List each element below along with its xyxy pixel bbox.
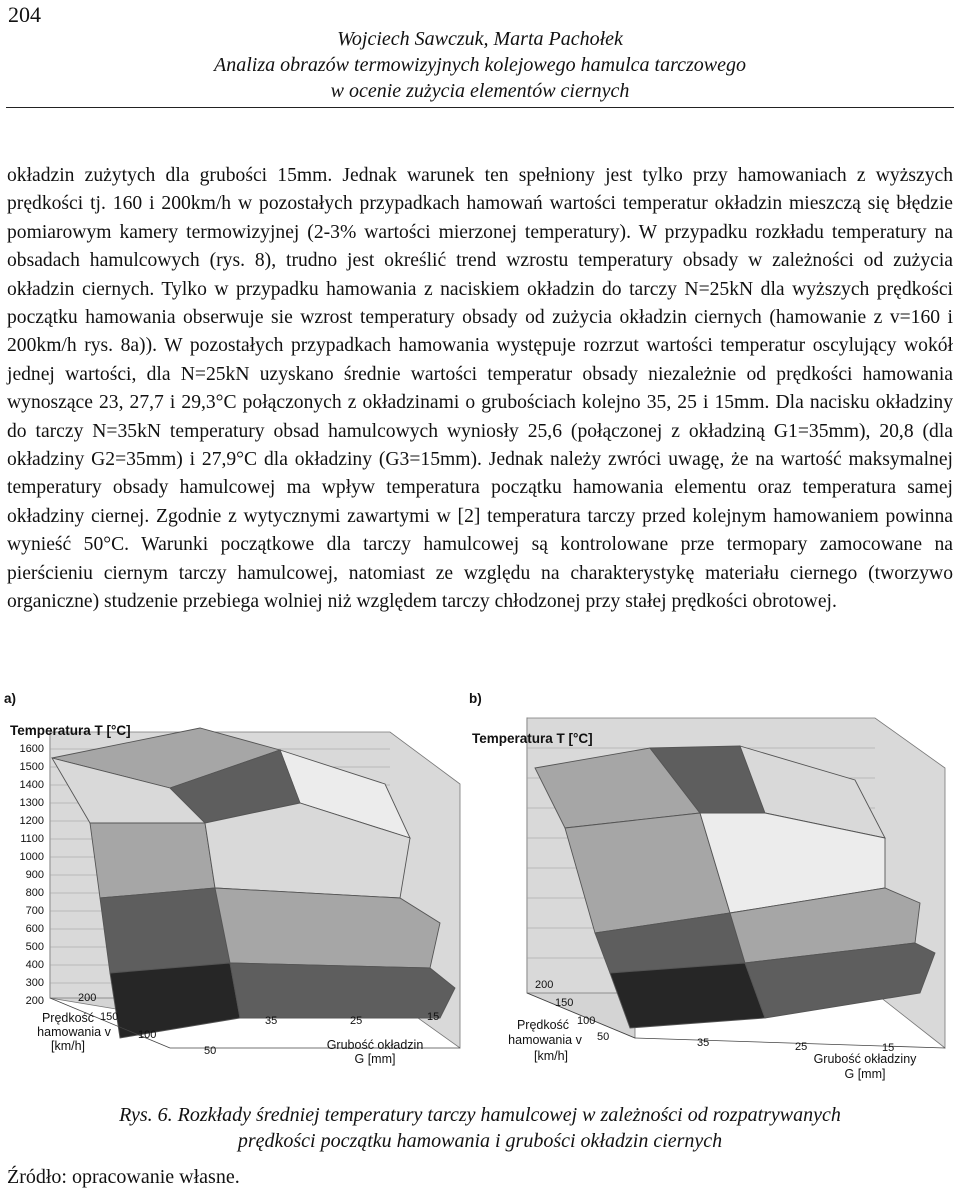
- figure-caption: Rys. 6. Rozkłady średniej temperatury tarczy hamulcowej w zależności od rozpatrywanych: [119, 1104, 841, 1126]
- surface-band-dark: [230, 963, 455, 1018]
- panel-label-b: b): [469, 691, 482, 706]
- z-tick: 900: [25, 869, 44, 881]
- z-tick: 1300: [19, 797, 44, 809]
- thickness-label-line: Grubość okładzin: [326, 1038, 424, 1052]
- thickness-tick: 25: [795, 1041, 808, 1053]
- body-paragraph-text: okładzin zużytych dla grubości 15mm. Jednak warunek ten spełniony jest tylko przy hamowaniach z wyższych prędkości tj. 160 i 200km/h w pozostałych przypadkach hamowań wartości temperatur okładzin mieszczą się błędzie pomiarowym kamery termowizyjnej (2-3% wartości mierzonej temperatury). W przypadku rozkładu temperatury na obsadach hamulcowych (rys. 8), trudno jest określić trend wzrostu temperatury obsady w zależności od zużycia okładzin ciernych. Tylko w przypadku hamowania z naciskiem okładzin do tarczy N=25kN dla wyższych prędkości początku hamowania obserwuje sie wzrost temperatury obsady od zużycia okładzin ciernych (hamowanie z v=160 i 200km/h rys. 8a)). W pozostałych przypadkach hamowania występuje rozrzut wartości temperatur oscylujący wokół jednej wartości, dla N=25kN uzyskano średnie wartości temperatur obsady niezależnie od prędkości hamowania wynoszące 23, 27,7 i 29,3°C połączonych z okładzinami o grubościach kolejno 35, 25 i 15mm. Dla nacisku okładziny do tarczy N=35kN temperatury obsad hamulcowych wyniosły 25,6 (połączonej z okładziną G1=35mm), 20,8 (dla okładziny G2=35mm) i 27,9°C dla okładziny (G3=15mm). Jednak należy zwróci uwagę, że na wartość maksymalnej temperatury obsady hamulcowej ma wpływ temperatura początku hamowania elementu oraz temperatura samej okładziny ciernej. Zgodnie z wytycznymi zawartymi w [2] temperatura tarczy przed kolejnym hamowaniem powinna wynieść 50°C. Warunki początkowe dla tarczy hamulcowej są kontrolowane prze termopary zamocowane na pierścieniu ciernym tarczy hamulcowej, natomiast ze względu na charakterystykę materiału ciernego (tworzywo organiczne) studzenie przebiega wolniej niż względem tarczy chłodzonej przy stałej prędkości obrotowej.: [7, 165, 953, 613]
- z-tick: 1200: [19, 815, 44, 827]
- thickness-tick: 35: [265, 1015, 278, 1027]
- z-tick: 1600: [19, 743, 44, 755]
- panel-label-a: a): [4, 691, 17, 706]
- figure-caption-cont: prędkości początku hamowania i grubości okładzin ciernych: [237, 1130, 723, 1152]
- z-tick: 800: [25, 887, 44, 899]
- speed-label-line: hamowania v: [37, 1025, 111, 1039]
- z-tick: 400: [25, 959, 44, 971]
- surface-band-darkest: [610, 963, 765, 1028]
- z-tick: 1000: [19, 851, 44, 863]
- speed-tick: 150: [555, 997, 574, 1009]
- figure-panel-a: [0, 688, 470, 1088]
- z-tick: 500: [25, 941, 44, 953]
- thickness-label-line: G [mm]: [354, 1052, 396, 1066]
- z-tick: 1400: [19, 779, 44, 791]
- thickness-tick: 35: [697, 1037, 710, 1049]
- thickness-label-line: Grubość okładziny: [813, 1052, 917, 1066]
- speed-tick: 200: [535, 979, 554, 991]
- speed-tick: 100: [577, 1015, 596, 1027]
- figure-source: Źródło: opracowanie własne.: [7, 1166, 240, 1188]
- thickness-axis-label-a: [327, 1038, 424, 1066]
- thickness-tick: 25: [350, 1015, 363, 1027]
- z-axis-label-a: Temperatura T [°C]: [10, 723, 131, 738]
- z-tick: 200: [25, 995, 44, 1007]
- z-tick: 700: [25, 905, 44, 917]
- page-number: 204: [8, 2, 41, 27]
- body-paragraph: [7, 162, 953, 617]
- surface-band-dark: [100, 888, 230, 973]
- z-tick: 1500: [19, 761, 44, 773]
- thickness-label-line: G [mm]: [844, 1067, 886, 1081]
- z-axis-ticks-a: [20, 743, 44, 1007]
- z-axis-label-b: Temperatura T [°C]: [472, 731, 593, 746]
- speed-tick: 200: [78, 992, 97, 1004]
- speed-tick: 100: [138, 1029, 157, 1041]
- running-header-title-cont: w ocenie zużycia elementów ciernych: [330, 80, 630, 102]
- thickness-tick: 15: [882, 1042, 895, 1054]
- speed-tick: 50: [597, 1031, 610, 1043]
- z-tick: 300: [25, 977, 44, 989]
- z-tick: 1100: [20, 833, 44, 845]
- z-tick: 600: [25, 923, 44, 935]
- figure-panel-b: [465, 688, 955, 1088]
- speed-label-line: Prędkość: [516, 1018, 570, 1032]
- thickness-axis-label-b: [814, 1052, 918, 1081]
- surface-band-mid: [90, 823, 215, 898]
- surface-band-darkest: [110, 963, 240, 1038]
- speed-label-line: [km/h]: [533, 1049, 569, 1063]
- running-header-title: Analiza obrazów termowizyjnych kolejowego hamulca tarczowego: [214, 54, 746, 76]
- speed-tick: 50: [204, 1045, 217, 1057]
- speed-label-line: [km/h]: [50, 1039, 86, 1053]
- speed-axis-label-b: [508, 1018, 582, 1063]
- running-header-authors: Wojciech Sawczuk, Marta Pachołek: [337, 28, 623, 50]
- speed-label-line: hamowania v: [508, 1033, 582, 1047]
- speed-tick: 150: [100, 1011, 119, 1023]
- speed-label-line: Prędkość: [41, 1011, 95, 1025]
- header-rule: [6, 107, 954, 108]
- thickness-tick: 15: [427, 1011, 440, 1023]
